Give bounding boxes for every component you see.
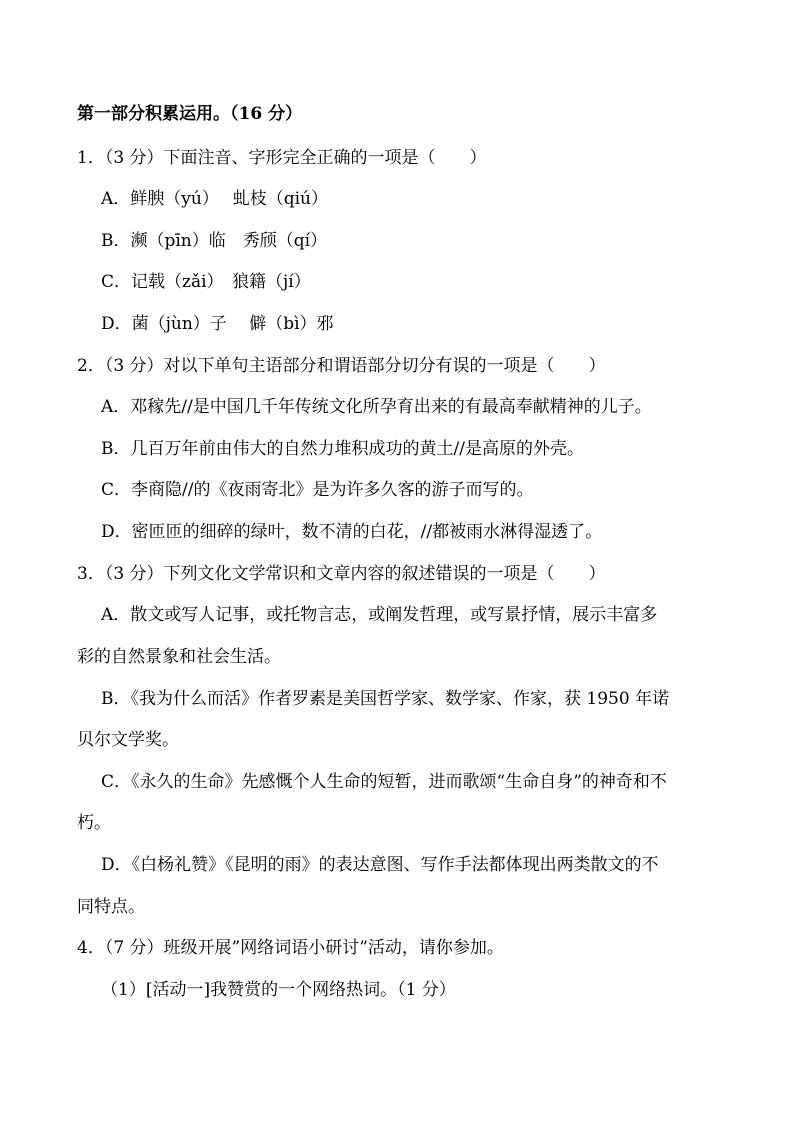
question-3-option-d-continued: 同特点。 (77, 897, 145, 917)
question-3-option-a: A．散文或写人记事，或托物言志，或阐发哲理，或写景抒情，展示丰富多 (101, 605, 658, 625)
question-4-stem: 4．（7 分）班级开展”网络词语小研讨”活动，请你参加。 (77, 938, 504, 958)
section-heading: 第一部分积累运用。（16 分） (77, 104, 303, 124)
question-1-option-d: D．菌（jùn）子 僻（bì）邪 (101, 314, 334, 334)
question-3-option-c-continued: 朽。 (77, 813, 111, 833)
question-2-option-d: D．密匝匝的细碎的绿叶，数不清的白花，//都被雨水淋得湿透了。 (101, 522, 603, 542)
question-2-stem: 2．（3 分）对以下单句主语部分和谓语部分切分有误的一项是（ ） (77, 356, 606, 376)
question-1-option-b: B．濒（pīn）临 秀颀（qí） (101, 231, 328, 251)
question-3-option-a-continued: 彩的自然景象和社会生活。 (77, 647, 281, 667)
question-1-option-a: A．鲜腴（yú） 虬枝（qiú） (101, 189, 329, 209)
question-2-option-b: B．几百万年前由伟大的自然力堆积成功的黄土//是高原的外壳。 (101, 439, 584, 459)
question-1-option-c: C．记载（zǎi） 狼籍（jí） (101, 272, 311, 292)
question-2-option-c: C．李商隐//的《夜雨寄北》是为许多久客的游子而写的。 (101, 480, 534, 500)
question-2-option-a: A．邓稼先//是中国几千年传统文化所孕育出来的有最高奉献精神的儿子。 (101, 397, 652, 417)
question-3-option-b: B．《我为什么而活》作者罗素是美国哲学家、数学家、作家，获 1950 年诺 (101, 689, 670, 709)
question-3-stem: 3．（3 分）下列文化文学常识和文章内容的叙述错误的一项是（ ） (77, 564, 606, 584)
question-3-option-d: D．《白杨礼赞》《昆明的雨》的表达意图、写作手法都体现出两类散文的不 (101, 855, 659, 875)
question-3-option-c: C．《永久的生命》先感慨个人生命的短暂，进而歌颂“生命自身”的神奇和不 (101, 772, 667, 792)
question-4-activity-1: （1）[活动一]我赞赏的一个网络热词。（1 分） (101, 980, 456, 1000)
question-1-stem: 1．（3 分）下面注音、字形完全正确的一项是（ ） (77, 148, 487, 168)
question-3-option-b-continued: 贝尔文学奖。 (77, 730, 179, 750)
